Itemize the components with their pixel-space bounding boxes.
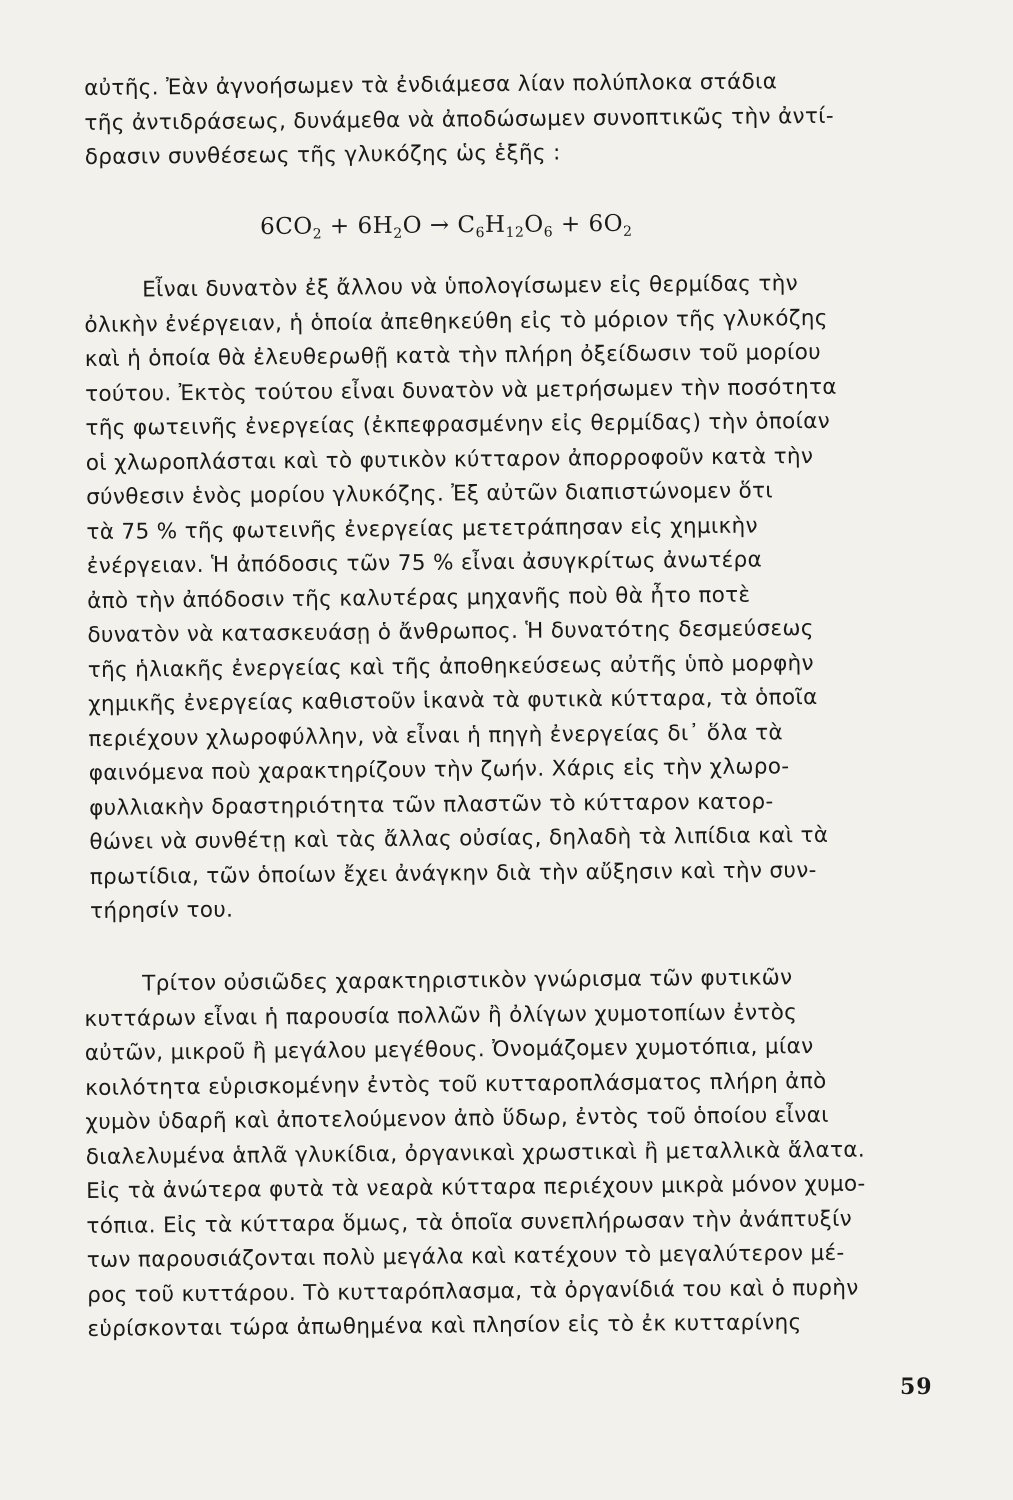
text-line: τούτου. Ἐκτὸς τούτου εἶναι δυνατὸν νὰ μετρήσωμεν τὴν ποσότητα xyxy=(85,374,837,407)
text-line: οἱ χλωροπλάσται καὶ τὸ φυτικὸν κύτταρον ἀπορροφοῦν κατὰ τὴν xyxy=(85,443,814,476)
text-line: σύνθεσιν ἑνὸς μορίου γλυκόζης. Ἐξ αὐτῶν διαπιστώνομεν ὅτι xyxy=(86,478,774,510)
text-line: κυττάρων εἶναι ἡ παρουσία πολλῶν ἢ ὀλίγων χυμοτοπίων ἐντὸς xyxy=(84,999,798,1032)
eq-plus: + xyxy=(329,213,350,240)
text-line: κοιλότητα εὑρισκομένην ἐντὸς τοῦ κυτταροπλάσματος πλήρη ἀπὸ xyxy=(85,1068,827,1101)
text-line: δρασιν συνθέσεως τῆς γλυκόζης ὡς ἑξῆς : xyxy=(84,140,561,170)
text-line: τῆς ἀντιδράσεως, δυνάμεθα νὰ ἀποδώσωμεν συνοπτικῶς τὴν ἀντί- xyxy=(84,103,835,136)
text-line: περιέχουν χλωροφύλλην, νὰ εἶναι ἡ πηγὴ ἐνεργείας δι᾽ ὅλα τὰ xyxy=(88,719,784,752)
text-line: Τρίτον οὐσιῶδες χαρακτηριστικὸν γνώρισμα τῶν φυτικῶν xyxy=(142,965,793,997)
text-line: φυλλιακὴν δραστηριότητα τῶν πλαστῶν τὸ κύτταρον κατορ- xyxy=(89,788,774,821)
text-line: Εἶναι δυνατὸν ἐξ ἄλλου νὰ ὑπολογίσωμεν εἰς θερμίδας τὴν xyxy=(142,271,799,303)
text-line: τῆς φωτεινῆς ἐνεργείας (ἐκπεφρασμένην εἰς θερμίδας) τὴν ὁποίαν xyxy=(85,408,831,441)
eq-plus: + xyxy=(560,211,581,238)
page-number: 59 xyxy=(900,1374,933,1400)
text-line: ρος τοῦ κυττάρου. Τὸ κυτταρόπλασμα, τὰ ὀργανίδιά του καὶ ὁ πυρὴν xyxy=(87,1275,859,1308)
text-line: αὐτῶν, μικροῦ ἢ μεγάλου μεγέθους. Ὀνομάζομεν χυμοτόπια, μίαν xyxy=(84,1034,814,1066)
text-line: φαινόμενα ποὺ χαρακτηρίζουν τὴν ζωήν. Χάρις εἰς τὴν χλωρο- xyxy=(88,754,790,786)
eq-co2: $6CO_2$ xyxy=(260,213,323,243)
text-line: εὑρίσκονται τώρα ἀπωθημένα καὶ πλησίον εἰς τὸ ἐκ κυτταρίνης xyxy=(87,1310,802,1342)
intro-paragraph xyxy=(84,64,955,176)
photosynthesis-equation xyxy=(260,209,780,243)
text-line: ἀπὸ τὴν ἀπόδοσιν τῆς καλυτέρας μηχανῆς ποὺ θὰ ἦτο ποτὲ xyxy=(87,582,751,614)
paragraph-vacuoles xyxy=(84,960,958,1348)
eq-glucose: $C_6H_{12}O_6$ xyxy=(457,211,554,242)
text-line: ὀλικὴν ἐνέργειαν, ἡ ὁποία ἀπεθηκεύθη εἰς τὸ μόριον τῆς γλυκόζης xyxy=(84,305,828,338)
eq-arrow: → xyxy=(429,212,450,239)
eq-h2o: $6H_2O$ xyxy=(357,212,423,242)
text-line: των παρουσιάζονται πολὺ μεγάλα καὶ κατέχουν τὸ μεγαλύτερον μέ- xyxy=(86,1240,845,1273)
text-line: διαλελυμένα ἁπλᾶ γλυκίδια, ὀργανικαὶ χρωστικαὶ ἢ μεταλλικὰ ἅλατα. xyxy=(85,1137,866,1170)
text-line: τόπια. Εἰς τὰ κύτταρα ὅμως, τὰ ὁποῖα συνεπλήρωσαν τὴν ἀνάπτυξίν xyxy=(86,1206,853,1239)
text-line: πρωτίδια, τῶν ὁποίων ἔχει ἀνάγκην διὰ τὴν αὔξησιν καὶ τὴν συν- xyxy=(89,857,817,890)
text-line: δυνατὸν νὰ κατασκευάσῃ ὁ ἄνθρωπος. Ἡ δυνατότης δεσμεύσεως xyxy=(87,616,814,648)
text-line: ἐνέργειαν. Ἡ ἀπόδοσις τῶν 75 % εἶναι ἀσυγκρίτως ἀνωτέρα xyxy=(86,547,763,579)
text-line: τὰ 75 % τῆς φωτεινῆς ἐνεργείας μετετράπησαν εἰς χημικὴν xyxy=(86,513,759,545)
text-line: χημικῆς ἐνεργείας καθιστοῦν ἱκανὰ τὰ φυτικὰ κύτταρα, τὰ ὁποῖα xyxy=(88,684,818,717)
text-line: καὶ ἡ ὁποία θὰ ἐλευθερωθῇ κατὰ τὴν πλήρη ὀξείδωσιν τοῦ μορίου xyxy=(84,339,822,372)
text-line: θώνει νὰ συνθέτῃ καὶ τὰς ἄλλας οὐσίας, δηλαδὴ τὰ λιπίδια καὶ τὰ xyxy=(89,822,829,855)
text-line: Εἰς τὰ ἀνώτερα φυτὰ τὰ νεαρὰ κύτταρα περιέχουν μικρὰ μόνον χυμο- xyxy=(86,1171,866,1204)
text-line: τήρησίν του. xyxy=(89,897,234,924)
paragraph-energy xyxy=(84,266,960,930)
text-line: τῆς ἡλιακῆς ἐνεργείας καὶ τῆς ἀποθηκεύσεως αὐτῆς ὑπὸ μορφὴν xyxy=(87,650,815,683)
text-line: αὐτῆς. Ἐὰν ἀγνοήσωμεν τὰ ἐνδιάμεσα λίαν πολύπλοκα στάδια xyxy=(84,69,778,101)
eq-o2: $6O_2$ xyxy=(588,210,633,240)
text-line: χυμὸν ὑδαρῆ καὶ ἀποτελούμενον ἀπὸ ὕδωρ, ἐντὸς τοῦ ὁποίου εἶναι xyxy=(85,1102,829,1135)
